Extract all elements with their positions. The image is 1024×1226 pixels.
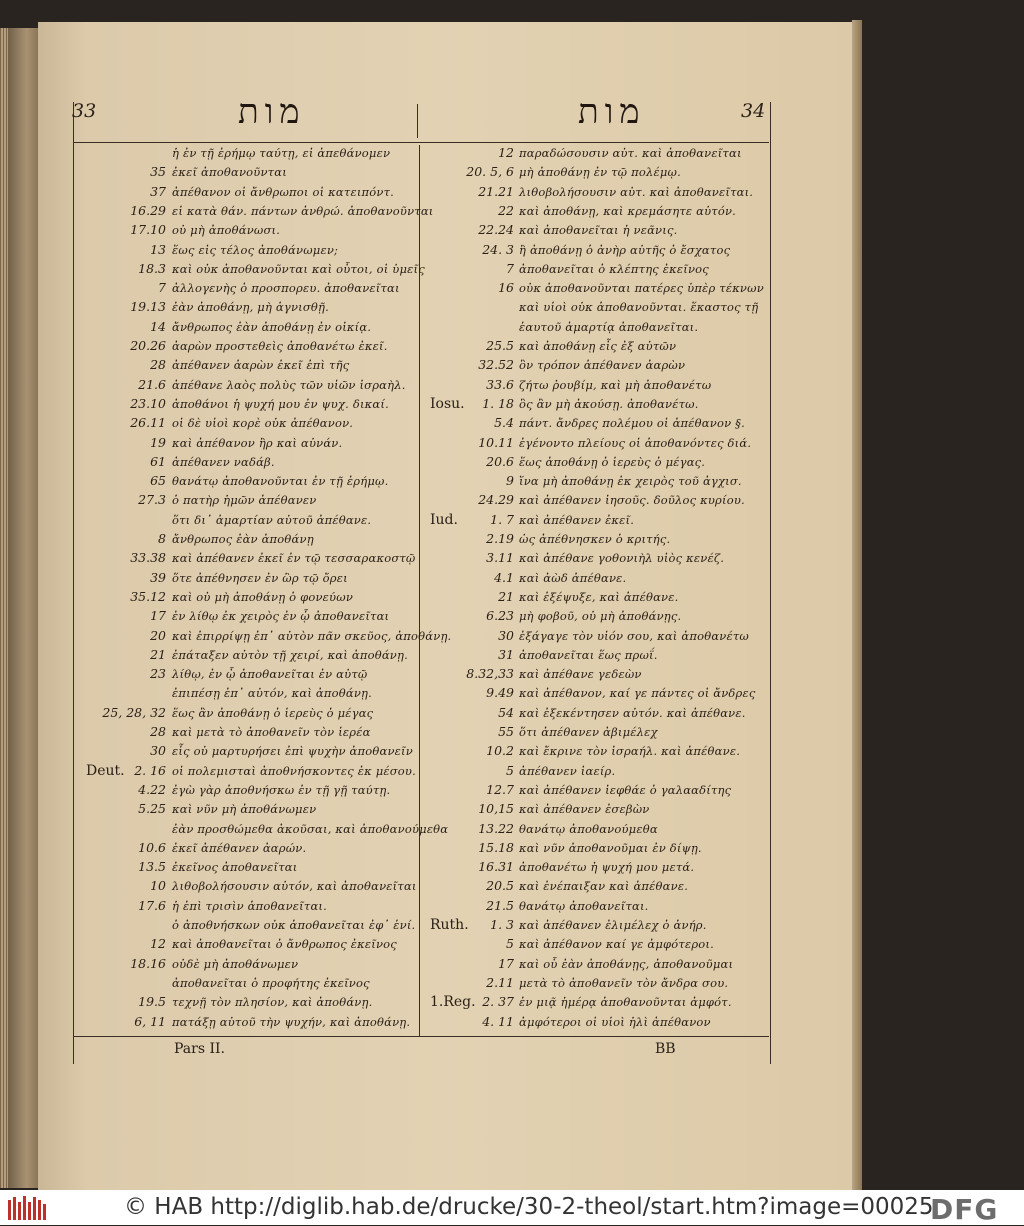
greek-phrase: ἀποθανεῖται ἕως πρωΐ. <box>519 647 658 662</box>
verse-reference: 4.1 <box>494 569 514 585</box>
concordance-entry <box>76 529 418 549</box>
verse-reference: 18.16 <box>130 955 166 971</box>
concordance-entry <box>76 606 418 626</box>
concordance-entry <box>422 799 767 819</box>
verse-reference: 1. 3 <box>490 917 514 932</box>
verse-reference: 12 <box>498 145 514 160</box>
verse-reference: 7 <box>506 260 514 276</box>
concordance-entry <box>76 645 418 665</box>
greek-phrase: ἄνθρωπος ἐὰν ἀποθάνῃ <box>172 532 314 546</box>
verse-reference: 8 <box>158 531 166 546</box>
footer-signature-mark: BB <box>655 1041 676 1057</box>
concordance-entry <box>422 548 767 568</box>
verse-reference: 12 <box>150 936 166 952</box>
greek-phrase: καὶ ἀπέθανεν ἐλιμέλεχ ὁ ἀνήρ. <box>519 918 707 932</box>
verse-reference: 2.19 <box>486 531 514 546</box>
greek-phrase: ὡς ἀπέθνησκεν ὁ κριτής. <box>519 532 671 546</box>
greek-phrase: οὐ μὴ ἀποθάνωσι. <box>172 223 281 238</box>
verse-reference: 21.6 <box>138 376 166 392</box>
greek-phrase: οἱ δὲ υἱοὶ κορὲ οὐκ ἀπέθανον. <box>172 416 354 431</box>
concordance-entry <box>422 182 767 202</box>
verse-reference: 7 <box>158 280 166 296</box>
verse-reference: 23 <box>150 666 166 682</box>
greek-phrase: ἐν λίθῳ ἐκ χειρὸς ἐν ᾧ ἀποθανεῖται <box>172 609 390 624</box>
verse-reference: 19.5 <box>138 994 166 1010</box>
concordance-entry <box>76 375 418 395</box>
greek-phrase: καὶ οὐκ ἀποθανοῦνται καὶ οὗτοι, οἱ ὑμεῖς <box>172 261 425 276</box>
verse-reference: 2. 37 <box>482 994 514 1010</box>
verse-reference: 9.49 <box>486 685 514 701</box>
greek-phrase: καὶ ἔκρινε τὸν ἰσραήλ. καὶ ἀπέθανε. <box>519 744 741 759</box>
concordance-entry <box>422 375 767 395</box>
verse-reference: 9 <box>506 473 514 489</box>
verse-reference: 10.11 <box>478 434 514 450</box>
concordance-entry <box>422 471 767 491</box>
concordance-entry <box>76 490 418 510</box>
page-stack <box>0 28 8 1188</box>
verse-reference: 61 <box>150 453 166 469</box>
verse-reference: 5 <box>506 936 514 952</box>
concordance-entry <box>76 799 418 819</box>
footer-part-label: Pars II. <box>174 1041 225 1057</box>
concordance-entry <box>422 626 767 646</box>
verse-reference: 13.22 <box>478 820 514 836</box>
concordance-entry <box>76 510 418 530</box>
concordance-entry <box>76 819 449 839</box>
concordance-entry <box>76 915 418 935</box>
concordance-entry <box>76 336 418 356</box>
concordance-entry <box>422 954 767 974</box>
book-name: Ruth. <box>430 917 469 933</box>
concordance-entry <box>76 471 418 491</box>
verse-reference: 27.3 <box>138 492 166 508</box>
book-name: 1.Reg. <box>430 994 476 1011</box>
verse-reference: 4.22 <box>138 781 166 797</box>
concordance-entry <box>422 220 767 240</box>
verse-reference: 31 <box>498 646 514 662</box>
concordance-entry <box>76 240 418 260</box>
concordance-entry <box>422 934 767 954</box>
greek-phrase: καὶ υἱοὶ οὐκ ἀποθανοῦνται. ἕκαστος τῇ <box>519 300 759 315</box>
verse-reference: 54 <box>498 704 514 720</box>
greek-phrase: ἐγὼ γὰρ ἀποθνήσκω ἐν τῇ γῇ ταύτῃ. <box>172 782 391 797</box>
verse-reference: 13 <box>150 241 166 257</box>
greek-phrase: καὶ ἀπέθανεν ἰεφθάε ὁ γαλααδίτης <box>519 782 732 797</box>
dfg-logo: DFG <box>930 1193 999 1226</box>
verse-reference: 5 <box>506 762 514 778</box>
concordance-entry <box>422 915 767 935</box>
right-page-number: 34 <box>741 100 766 122</box>
concordance-entry <box>422 992 767 1012</box>
greek-phrase: καὶ ἀποθάνῃ εἷς ἐξ αὐτῶν <box>519 339 677 353</box>
greek-phrase: ὃς ἂν μὴ ἀκούσῃ. ἀποθανέτω. <box>519 396 699 411</box>
greek-phrase: ἀαρὼν προστεθεὶς ἀποθανέτω ἐκεῖ. <box>172 339 388 353</box>
credit-bar <box>0 1190 1024 1225</box>
concordance-entry <box>76 394 418 414</box>
verse-reference: 33.6 <box>486 376 514 392</box>
verse-reference: 22 <box>498 202 514 218</box>
greek-phrase: μὴ ἀποθάνῃ ἐν τῷ πολέμῳ. <box>519 165 681 180</box>
greek-phrase: καὶ ἀπέθανε γοθονιὴλ υἱὸς κενέζ. <box>519 551 725 566</box>
verse-reference: 8.32,33 <box>466 666 514 682</box>
greek-phrase: ἀπέθανεν ἰαείρ. <box>519 763 616 778</box>
concordance-entry <box>76 741 418 761</box>
greek-phrase: ἀπέθανεν ἀαρὼν ἐκεῖ ἐπὶ τῆς <box>172 358 350 373</box>
greek-phrase: παραδώσουσιν αὐτ. καὶ ἀποθανεῖται <box>519 146 742 160</box>
verse-reference: 22.24 <box>478 222 514 238</box>
verse-reference: 35.12 <box>130 588 166 604</box>
verse-reference: 16 <box>498 280 514 296</box>
greek-phrase: καὶ ἀπέθανεν ἐσεβὼν <box>519 802 650 817</box>
concordance-entry <box>422 433 767 453</box>
concordance-entry <box>422 201 767 221</box>
credit-text[interactable]: © HAB http://diglib.hab.de/drucke/30-2-theol/start.htm?image=00025 <box>124 1194 934 1220</box>
greek-phrase: καὶ ἐπιρρίψῃ ἐπ᾽ αὐτὸν πᾶν σκεῦος, ἀποθάνῃ. <box>172 628 452 643</box>
concordance-entry <box>422 819 767 839</box>
greek-phrase: ἐὰν προσθώμεθα ἀκοῦσαι, καὶ ἀποθανούμεθα <box>172 821 449 836</box>
concordance-entry <box>422 240 767 260</box>
verse-reference: 17 <box>498 955 514 971</box>
greek-phrase: καὶ νῦν ἀποθανοῦμαι ἐν δίψῃ. <box>519 840 702 855</box>
concordance-entry <box>76 182 418 202</box>
verse-reference: 6.23 <box>486 608 514 624</box>
verse-reference: 19.13 <box>130 299 166 315</box>
greek-phrase: οὐκ ἀποθανοῦνται πατέρες ὑπὲρ τέκνων <box>519 281 764 296</box>
verse-reference: 12.7 <box>486 781 514 797</box>
verse-reference: 16.29 <box>130 202 166 218</box>
greek-phrase: ὅτι δι᾽ ἁμαρτίαν αὐτοῦ ἀπέθανε. <box>172 512 372 527</box>
greek-phrase: καὶ ἀπέθανεν ἐκεῖ. <box>519 512 635 527</box>
verse-reference: 20. 5, 6 <box>466 164 514 180</box>
verse-reference: 17.6 <box>138 897 166 913</box>
header-divider <box>417 104 418 138</box>
verse-reference: 55 <box>498 724 514 739</box>
concordance-entry <box>422 587 767 607</box>
verse-reference: 2.11 <box>486 974 514 990</box>
greek-phrase: ἀποθάνοι ἡ ψυχή μου ἐν ψυχ. δικαί. <box>172 396 389 411</box>
concordance-entry <box>76 587 418 607</box>
concordance-entry <box>422 394 767 414</box>
greek-phrase: θανάτῳ ἀποθανεῖται. <box>519 898 649 913</box>
left-hebrew-heading: מות <box>238 92 306 132</box>
greek-phrase: πάντ. ἄνδρες πολέμου οἱ ἀπέθανον §. <box>519 416 745 431</box>
greek-phrase: καὶ οὐ μὴ ἀποθάνῃ ὁ φονεύων <box>172 589 354 604</box>
greek-phrase: ἐκεῖ ἀποθανοῦνται <box>172 165 287 180</box>
concordance-entry <box>422 722 767 742</box>
concordance-entry <box>76 201 434 221</box>
greek-phrase: ἕως ἀποθάνῃ ὁ ἱερεὺς ὁ μέγας. <box>519 454 706 469</box>
concordance-entry <box>76 220 418 240</box>
verse-reference: 19 <box>150 434 166 450</box>
verse-reference: 24.29 <box>478 492 514 508</box>
concordance-entry <box>422 761 767 781</box>
greek-phrase: ἀποθανεῖται ὁ κλέπτης ἐκεῖνος <box>519 261 709 276</box>
greek-phrase: καὶ νῦν μὴ ἀποθάνωμεν <box>172 802 317 817</box>
concordance-entry <box>76 954 418 974</box>
column-divider <box>419 145 420 1036</box>
greek-phrase: καὶ οὗ ἐὰν ἀποθάνῃς, ἀποθανοῦμαι <box>519 956 734 971</box>
concordance-entry <box>422 645 767 665</box>
facing-page-edge <box>0 28 38 1188</box>
concordance-entry <box>76 317 418 337</box>
book-name: Deut. <box>86 762 125 779</box>
concordance-entry <box>422 857 767 877</box>
greek-phrase: ἐκεῖ ἀπέθανεν ἀαρών. <box>172 840 307 855</box>
verse-reference: 20.6 <box>486 453 514 469</box>
concordance-entry <box>76 626 452 646</box>
verse-reference: 25, 28, 32 <box>102 704 166 720</box>
verse-reference: 28 <box>150 724 166 739</box>
verse-reference: 18.3 <box>138 260 166 276</box>
concordance-entry <box>422 336 767 356</box>
verse-reference: 5.25 <box>138 801 166 817</box>
greek-phrase: οὐδὲ μὴ ἀποθάνωμεν <box>172 956 299 971</box>
greek-phrase: λιθοβολήσουσιν αὐτ. καὶ ἀποθανεῖται. <box>519 184 754 199</box>
greek-phrase: καὶ ἀπέθανεν ἐκεῖ ἐν τῷ τεσσαρακοστῷ <box>172 551 416 566</box>
concordance-entry <box>76 1012 418 1032</box>
verse-reference: 1. 18 <box>482 395 514 411</box>
concordance-entry <box>76 452 418 472</box>
concordance-entry <box>76 896 418 916</box>
concordance-entry <box>76 876 418 896</box>
concordance-entry <box>76 568 418 588</box>
verse-reference: 21.5 <box>486 897 514 913</box>
concordance-entry <box>422 664 767 684</box>
concordance-entry <box>422 510 767 530</box>
verse-reference: 24. 3 <box>482 241 514 257</box>
concordance-entry <box>76 780 418 800</box>
concordance-entry <box>422 606 767 626</box>
greek-phrase: ἀμφότεροι οἱ υἱοὶ ἠλὶ ἀπέθανον <box>519 1014 711 1029</box>
greek-phrase: καὶ ἀπέθανεν ἰησοῦς. δοῦλος κυρίου. <box>519 493 745 508</box>
greek-phrase: ἀποθανεῖται ὁ προφήτης ἐκεῖνος <box>172 975 370 990</box>
greek-phrase: ἐκεῖνος ἀποθανεῖται <box>172 860 298 875</box>
concordance-entry <box>422 741 767 761</box>
greek-phrase: καὶ ἀπέθανον ἢρ καὶ αὐνάν. <box>172 435 343 450</box>
greek-phrase: ὅτε ἀπέθνησεν ἐν ὢρ τῷ ὄρει <box>172 570 348 585</box>
greek-phrase: ἐν μιᾷ ἡμέρᾳ ἀποθανοῦνται ἀμφότ. <box>519 995 732 1010</box>
greek-phrase: ἐπάταξεν αὐτὸν τῇ χειρί, καὶ ἀποθάνῃ. <box>172 647 408 662</box>
concordance-entry <box>76 278 418 298</box>
verse-reference: 37 <box>150 183 166 199</box>
greek-phrase: ἵνα μὴ ἀποθάνῃ ἐκ χειρὸς τοῦ ἀγχισ. <box>519 474 742 489</box>
hab-logo-icon <box>6 1194 48 1222</box>
greek-phrase: ὁ ἀποθνήσκων οὐκ ἀποθανεῖται ἐφ᾽ ἑνί. <box>172 918 416 932</box>
verse-reference: 21.21 <box>478 183 514 199</box>
concordance-entry <box>76 703 418 723</box>
greek-phrase: καὶ ἐξεκέντησεν αὐτόν. καὶ ἀπέθανε. <box>519 705 746 720</box>
concordance-entry <box>76 857 418 877</box>
concordance-entry <box>422 452 767 472</box>
greek-phrase: ἕως ἂν ἀποθάνῃ ὁ ἱερεὺς ὁ μέγας <box>172 705 374 720</box>
greek-phrase: οἱ πολεμισταὶ ἀποθνήσκοντες ἐκ μέσου. <box>172 763 416 778</box>
book-name: Iosu. <box>430 395 465 412</box>
greek-phrase: ἀπέθανον οἱ ἄνθρωποι οἱ κατειπόντ. <box>172 184 395 199</box>
greek-phrase: καὶ ἀπέθανον καί γε ἀμφότεροι. <box>519 937 714 952</box>
greek-phrase: καὶ ἐνέπαιξαν καὶ ἀπέθανε. <box>519 879 689 894</box>
greek-phrase: καὶ ἀποθανεῖται ἡ νεᾶνις. <box>519 223 678 238</box>
concordance-entry <box>76 934 418 954</box>
greek-phrase: ἄνθρωπος ἐὰν ἀποθάνῃ ἐν οἰκίᾳ. <box>172 319 372 334</box>
verse-reference: 21 <box>498 588 514 604</box>
concordance-entry <box>422 703 767 723</box>
verse-reference: 16.31 <box>478 859 514 875</box>
concordance-entry <box>422 317 767 337</box>
verse-reference: 28 <box>150 357 166 373</box>
greek-phrase: θανάτῳ ἀποθανοῦνται ἐν τῇ ἐρήμῳ. <box>172 474 389 489</box>
concordance-entry <box>76 259 425 279</box>
greek-phrase: ἀπέθανεν ναδάβ. <box>172 454 275 469</box>
concordance-entry <box>76 433 418 453</box>
concordance-entry <box>422 355 767 375</box>
verse-reference: 15.18 <box>478 839 514 855</box>
verse-reference: 3.11 <box>486 550 514 566</box>
verse-reference: 17.10 <box>130 222 166 238</box>
concordance-entry <box>422 568 767 588</box>
greek-phrase: μετὰ τὸ ἀποθανεῖν τὸν ἄνδρα σου. <box>519 975 729 990</box>
page-edge-right <box>852 20 862 1192</box>
verse-reference: 17 <box>150 608 166 624</box>
concordance-entry <box>422 973 767 993</box>
concordance-entry <box>76 992 418 1012</box>
verse-reference: 10.2 <box>486 743 514 759</box>
verse-reference: 1. 7 <box>490 511 514 527</box>
greek-phrase: καὶ ἀποθανεῖται ὁ ἄνθρωπος ἐκεῖνος <box>172 937 397 952</box>
concordance-entry <box>422 876 767 896</box>
verse-reference: 30 <box>498 627 514 643</box>
concordance-entry <box>76 143 418 163</box>
verse-reference: 10.6 <box>138 839 166 855</box>
verse-reference: 20.5 <box>486 878 514 894</box>
concordance-entry <box>76 761 418 781</box>
verse-reference: 35 <box>150 164 166 180</box>
greek-phrase: ἐὰν ἀποθάνῃ, μὴ ἁγνισθῇ. <box>172 300 329 315</box>
concordance-entry <box>422 896 767 916</box>
greek-phrase: ἀλλογενὴς ὁ προσπορευ. ἀποθανεῖται <box>172 281 400 296</box>
concordance-entry <box>422 143 767 163</box>
greek-phrase: πατάξῃ αὐτοῦ τὴν ψυχήν, καὶ ἀποθάνῃ. <box>172 1014 411 1029</box>
greek-phrase: ἡ ἐν τῇ ἐρήμῳ ταύτῃ, εἰ ἀπεθάνομεν <box>172 146 391 160</box>
concordance-entry <box>422 780 767 800</box>
concordance-entry <box>76 355 418 375</box>
greek-phrase: μὴ φοβοῦ, οὐ μὴ ἀποθάνῃς. <box>519 609 682 624</box>
concordance-entry <box>422 529 767 549</box>
right-hebrew-heading: מות <box>578 92 646 132</box>
concordance-entry <box>422 1012 767 1032</box>
book-name: Iud. <box>430 511 458 528</box>
greek-phrase: ἀπέθανε λαὸς πολὺς τῶν υἱῶν ἰσραὴλ. <box>172 377 406 392</box>
greek-phrase: ἡ ἐπὶ τρισὶν ἀποθανεῖται. <box>172 898 327 913</box>
concordance-entry <box>422 490 767 510</box>
greek-phrase: καὶ ἀποθάνῃ, καὶ κρεμάσητε αὐτόν. <box>519 203 737 218</box>
concordance-entry <box>76 162 418 182</box>
concordance-entry <box>76 838 418 858</box>
verse-reference: 65 <box>150 473 166 489</box>
footer-rule <box>73 1036 769 1037</box>
greek-phrase: καὶ ἀπέθανε γεδεὼν <box>519 667 642 682</box>
verse-reference: 5.4 <box>494 415 514 431</box>
greek-phrase: λίθῳ, ἐν ᾧ ἀποθανεῖται ἐν αὐτῷ <box>172 667 368 682</box>
left-page-number: 33 <box>72 100 97 122</box>
verse-reference: 30 <box>150 743 166 759</box>
greek-phrase: εἰ κατὰ θάν. πάντων ἀνθρώ. ἀποθανοῦνται <box>172 203 434 218</box>
verse-reference: 23.10 <box>130 395 166 411</box>
verse-reference: 10 <box>150 878 166 894</box>
concordance-entry <box>422 259 767 279</box>
verse-reference: 4. 11 <box>482 1013 514 1029</box>
verse-reference: 6, 11 <box>134 1013 166 1029</box>
concordance-entry <box>422 413 767 433</box>
greek-phrase: λιθοβολήσουσιν αὐτόν, καὶ ἀποθανεῖται <box>172 879 417 894</box>
verse-reference: 32.52 <box>478 357 514 373</box>
verse-reference: 20 <box>150 627 166 643</box>
greek-phrase: ἐγένοντο πλείους οἱ ἀποθανόντες διά. <box>519 435 752 450</box>
greek-phrase: θανάτῳ ἀποθανούμεθα <box>519 821 658 836</box>
concordance-entry <box>76 683 418 703</box>
verse-reference: 2. 16 <box>134 762 166 778</box>
concordance-entry <box>422 683 767 703</box>
greek-phrase: ἢ ἀποθάνῃ ὁ ἀνὴρ αὐτῆς ὁ ἔσχατος <box>519 242 731 257</box>
greek-phrase: εἷς οὐ μαρτυρήσει ἐπὶ ψυχὴν ἀποθανεῖν <box>172 744 413 759</box>
concordance-entry <box>76 722 418 742</box>
concordance-entry <box>76 664 418 684</box>
greek-phrase: ὃν τρόπον ἀπέθανεν ἀαρὼν <box>519 358 686 373</box>
verse-reference: 25.5 <box>486 338 514 353</box>
greek-phrase: καὶ ἀὼδ ἀπέθανε. <box>519 570 627 585</box>
verse-reference: 14 <box>150 318 166 334</box>
verse-reference: 33.38 <box>130 550 166 566</box>
greek-phrase: καὶ ἀπέθανον, καί γε πάντες οἱ ἄνδρες <box>519 686 756 701</box>
concordance-entry <box>76 297 418 317</box>
verse-reference: 26.11 <box>130 415 166 431</box>
concordance-entry <box>422 278 767 298</box>
verse-reference: 10,15 <box>478 801 514 817</box>
greek-phrase: ὁ πατὴρ ἡμῶν ἀπέθανεν <box>172 493 317 508</box>
verse-reference: 21 <box>150 646 166 662</box>
concordance-entry <box>422 162 767 182</box>
greek-phrase: ζήτω ῥουβίμ, καὶ μὴ ἀποθανέτω <box>519 377 712 392</box>
greek-phrase: ἑαυτοῦ ἁμαρτίᾳ ἀποθανεῖται. <box>519 319 699 334</box>
concordance-entry <box>76 548 418 568</box>
concordance-entry <box>76 413 418 433</box>
greek-phrase: ὅτι ἀπέθανεν ἀβιμέλεχ <box>519 725 658 739</box>
greek-phrase: ἀποθανέτω ἡ ψυχή μου μετά. <box>519 860 695 875</box>
verse-reference: 20.26 <box>130 338 166 353</box>
greek-phrase: καὶ μετὰ τὸ ἀποθανεῖν τὸν ἱερέα <box>172 725 371 739</box>
greek-phrase: τεχνῇ τὸν πλησίον, καὶ ἀποθάνῃ. <box>172 995 373 1010</box>
greek-phrase: ἕως εἰς τέλος ἀποθάνωμεν; <box>172 242 339 257</box>
verse-reference: 39 <box>150 569 166 585</box>
greek-phrase: καὶ ἐξέψυξε, καὶ ἀπέθανε. <box>519 589 679 604</box>
greek-phrase: ἐπιπέσῃ ἐπ᾽ αὐτόν, καὶ ἀποθάνῃ. <box>172 686 372 701</box>
concordance-entry <box>422 838 767 858</box>
verse-reference: 13.5 <box>138 859 166 875</box>
greek-phrase: ἐξάγαγε τὸν υἱόν σου, καὶ ἀποθανέτω <box>519 628 749 643</box>
concordance-entry <box>76 973 418 993</box>
concordance-entry <box>422 297 767 317</box>
